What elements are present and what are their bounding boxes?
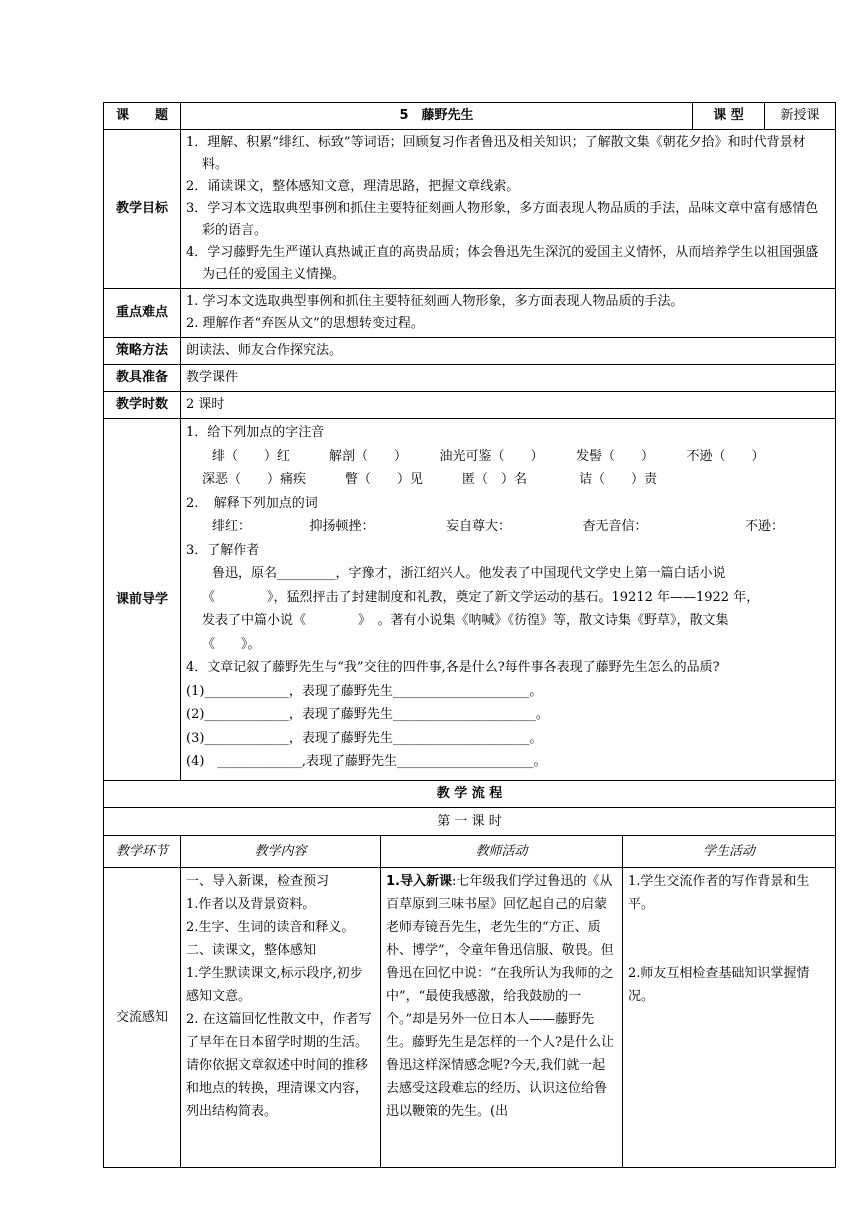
flow-title: 教 学 流 程 xyxy=(104,781,836,808)
preview-q3-line: 《 》。 xyxy=(202,636,261,652)
preview-q4-item: (3)_____________，表现了藤野先生_____________________。 xyxy=(186,730,543,746)
key-points-content xyxy=(181,289,836,338)
flow-content-item: 1.学生默读课文,标示段序,初步感知文意。 xyxy=(186,966,363,1004)
col-header-stage: 教学环节 xyxy=(104,836,181,868)
preview-q4-item: (2)_____________，表现了藤野先生______________________。 xyxy=(186,707,549,722)
key-point-item: 1. 学习本文选取典型事例和抓住主要特征刻画人物形象，多方面表现人物品质的手法。 xyxy=(186,294,684,309)
preview-q4-title: 4．文章记叙了藤野先生与“我”交往的四件事,各是什么?每件事各表现了藤野先生怎么的品质? xyxy=(186,660,720,675)
student-item: 2.师友互相检查基础知识掌握情况。 xyxy=(628,966,810,1004)
col-header-content: 教学内容 xyxy=(181,836,381,868)
flow-content-item: 1.作者以及背景资料。 xyxy=(186,897,316,912)
tools-value: 教学课件 xyxy=(181,365,836,392)
goal-item: 4．学习藤野先生严谨认真热诚正直的高贵品质；体会鲁迅先生深沉的爱国主义情怀，从而培养学生以祖国强盛为己任的爱国主义情操。 xyxy=(186,245,819,282)
preview-q3-title: 3．了解作者 xyxy=(186,542,260,558)
type-label: 课 型 xyxy=(693,103,765,130)
key-point-item: 2. 理解作者“弃医从文”的思想转变过程。 xyxy=(186,316,424,331)
lesson-plan-table xyxy=(103,102,836,1168)
preview-q3-line: 《 》，猛烈抨击了封建制度和礼教，奠定了新文学运动的基石。19212 年——1922 年， xyxy=(202,589,760,605)
preview-q1-row2: 深恶（ ）痛疾 瞥（ ）见 匿（ ）名 诘（ ）责 xyxy=(202,472,658,487)
preview-q3-line: 发表了中篇小说《 》 。著有小说集《呐喊》《彷徨》等，散文诗集《野草》，散文集 xyxy=(202,613,729,628)
tools-label: 教具准备 xyxy=(104,365,181,392)
preview-q1-title: 1．给下列加点的字注音 xyxy=(186,425,325,440)
topic-label: 课 题 xyxy=(104,103,181,130)
goal-item: 2．诵读课文，整体感知文意，理清思路，把握文章线索。 xyxy=(186,179,520,194)
preview-q3-line: 鲁迅，原名_________，字豫才，浙江绍兴人。他发表了中国现代文学史上第一篇白话小说 xyxy=(212,566,726,581)
flow-content-item: 2.生字、生词的读音和释义。 xyxy=(186,920,355,935)
goal-item: 3．学习本文选取典型事例和抓住主要特征刻画人物形象，多方面表现人物品质的手法，品味文章中富有感情色彩的语言。 xyxy=(186,201,819,238)
strategy-label: 策略方法 xyxy=(104,338,181,365)
type-value: 新授课 xyxy=(765,103,836,130)
strategy-value: 朗读法、师友合作探究法。 xyxy=(181,338,836,365)
preview-q4-item: (4) _____________,表现了藤野先生_____________________。 xyxy=(186,754,547,769)
goal-item: 1．理解、积累“绯红、标致”等词语；回顾复习作者鲁迅及相关知识；了解散文集《朝花夕拾》和时代背景材料。 xyxy=(186,135,806,172)
flow-content-item: 一、导入新课，检查预习 xyxy=(186,874,330,889)
preview-q2-title: 2． 解释下列加点的词 xyxy=(186,495,318,511)
flow-content xyxy=(181,868,381,1168)
flow-student xyxy=(623,868,836,1168)
goals-content xyxy=(181,130,836,289)
flow-content-item: 二、读课文，整体感知 xyxy=(186,943,317,958)
col-header-student: 学生活动 xyxy=(623,836,836,868)
key-points-label: 重点难点 xyxy=(104,289,181,338)
col-header-teacher: 教师活动 xyxy=(381,836,623,868)
flow-teacher xyxy=(381,868,623,1168)
flow-period: 第 一 课 时 xyxy=(104,808,836,836)
student-item: 1.学生交流作者的写作背景和生平。 xyxy=(628,874,810,912)
teacher-text: :七年级我们学过鲁迅的《从百草原到三味书屋》回忆起自己的启蒙老师寿镜吾先生，老先生的“方正、质朴、博学”，令童年鲁迅信服、敬畏。但鲁迅在回忆中说：“在我所认为我师的之中”，“最使我感激，给我鼓励的一个。”却是另外一位日本人——藤野先生。藤野先生是怎样的一个人?是什么让鲁迅这样深情感念呢?今天,我们就一起去感受这段难忘的经历、认识这位给鲁迅以鞭策的先生。(出 xyxy=(386,874,614,1119)
flow-stage: 交流感知 xyxy=(104,868,181,1168)
hours-label: 教学时数 xyxy=(104,392,181,419)
preview-q2-row: 绯红： 抑扬顿挫： 妄自尊大： 杳无音信： 不逊： xyxy=(212,519,785,534)
teacher-heading: 1.导入新课 xyxy=(386,874,452,889)
flow-content-item: 2. 在这篇回忆性散文中，作者写了早年在日本留学时期的生活。请你依据文章叙述中时间的推移和地点的转换，理清课文内容，列出结构简表。 xyxy=(186,1012,372,1119)
hours-value: 2 课时 xyxy=(181,392,836,419)
topic-value: 5 藤野先生 xyxy=(181,103,693,130)
preview-q4-item: (1)_____________，表现了藤野先生_____________________。 xyxy=(186,683,543,699)
preview-content xyxy=(181,419,836,781)
goals-label: 教学目标 xyxy=(104,130,181,289)
preview-label: 课前导学 xyxy=(104,419,181,781)
preview-q1-row1: 绯（ ）红 解剖（ ） 油光可鉴（ ） 发髻（ ） 不逊（ ） xyxy=(212,448,765,464)
